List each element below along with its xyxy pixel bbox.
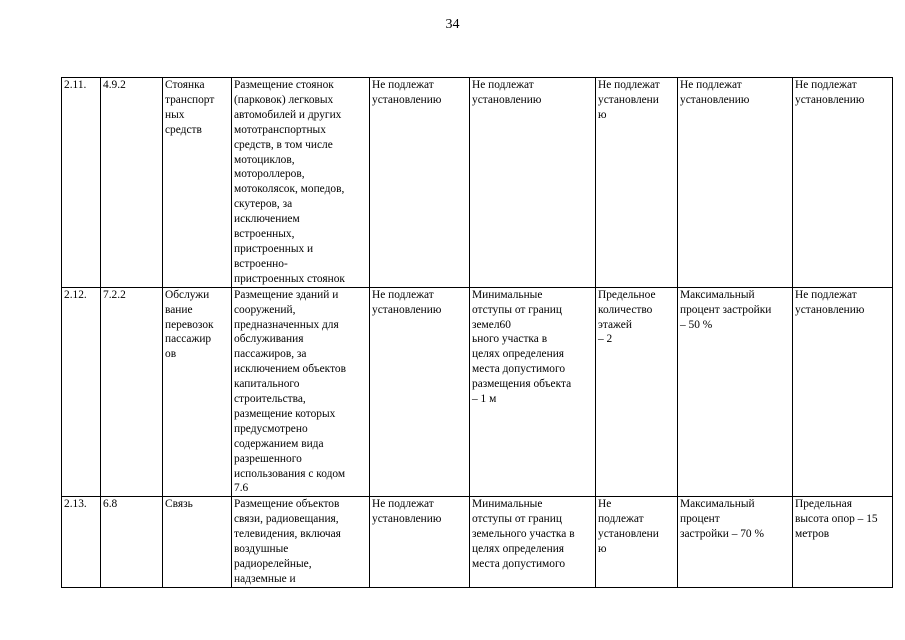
- coverage-cell: Максимальный процент застройки – 50 %: [678, 287, 793, 497]
- use-name-cell: Обслужи вание перевозок пассажир ов: [163, 287, 232, 497]
- row-number-cell: 2.12.: [62, 287, 101, 497]
- row-number-cell: 2.11.: [62, 78, 101, 288]
- table-row: [62, 78, 893, 288]
- setback-cell: Минимальные отступы от границ земел60 ьного участка в целях определения места допустимого размещения объекта – 1 м: [470, 287, 596, 497]
- floors-cell: Не подлежат установлени ю: [596, 497, 678, 587]
- parameter-cell: Не подлежат установлению: [370, 287, 470, 497]
- page-number: 34: [445, 17, 460, 32]
- table-row: [62, 497, 893, 587]
- table-row: [62, 287, 893, 497]
- parameter-cell: Не подлежат установлению: [370, 497, 470, 587]
- coverage-cell: Максимальный процент застройки – 70 %: [678, 497, 793, 587]
- coverage-cell: Не подлежат установлению: [678, 78, 793, 288]
- use-description-cell: Размещение зданий и сооружений, предназначенных для обслуживания пассажиров, за исключением объектов капитального строительства, размещение которых предусмотрено содержанием вида разрешенного использования с кодом 7.6: [232, 287, 370, 497]
- height-cell: Не подлежат установлению: [793, 287, 893, 497]
- setback-cell: Не подлежат установлению: [470, 78, 596, 288]
- use-name-cell: Стоянка транспорт ных средств: [163, 78, 232, 288]
- floors-cell: Предельное количество этажей – 2: [596, 287, 678, 497]
- floors-cell: Не подлежат установлени ю: [596, 78, 678, 288]
- height-cell: Не подлежат установлению: [793, 78, 893, 288]
- regulations-table: [61, 77, 893, 588]
- parameter-cell: Не подлежат установлению: [370, 78, 470, 288]
- use-description-cell: Размещение стоянок (парковок) легковых автомобилей и других мототранспортных средств, в том числе мотоциклов, мотороллеров, мотоколясок, мопедов, скутеров, за исключением встроенных, пристроенных и встроенно- пристроенных стоянок: [232, 78, 370, 288]
- use-code-cell: 7.2.2: [101, 287, 163, 497]
- height-cell: Предельная высота опор – 15 метров: [793, 497, 893, 587]
- use-description-cell: Размещение объектов связи, радиовещания, телевидения, включая воздушные радиорелейные, надземные и: [232, 497, 370, 587]
- setback-cell: Минимальные отступы от границ земельного участка в целях определения места допустимого: [470, 497, 596, 587]
- use-name-cell: Связь: [163, 497, 232, 587]
- use-code-cell: 6.8: [101, 497, 163, 587]
- use-code-cell: 4.9.2: [101, 78, 163, 288]
- row-number-cell: 2.13.: [62, 497, 101, 587]
